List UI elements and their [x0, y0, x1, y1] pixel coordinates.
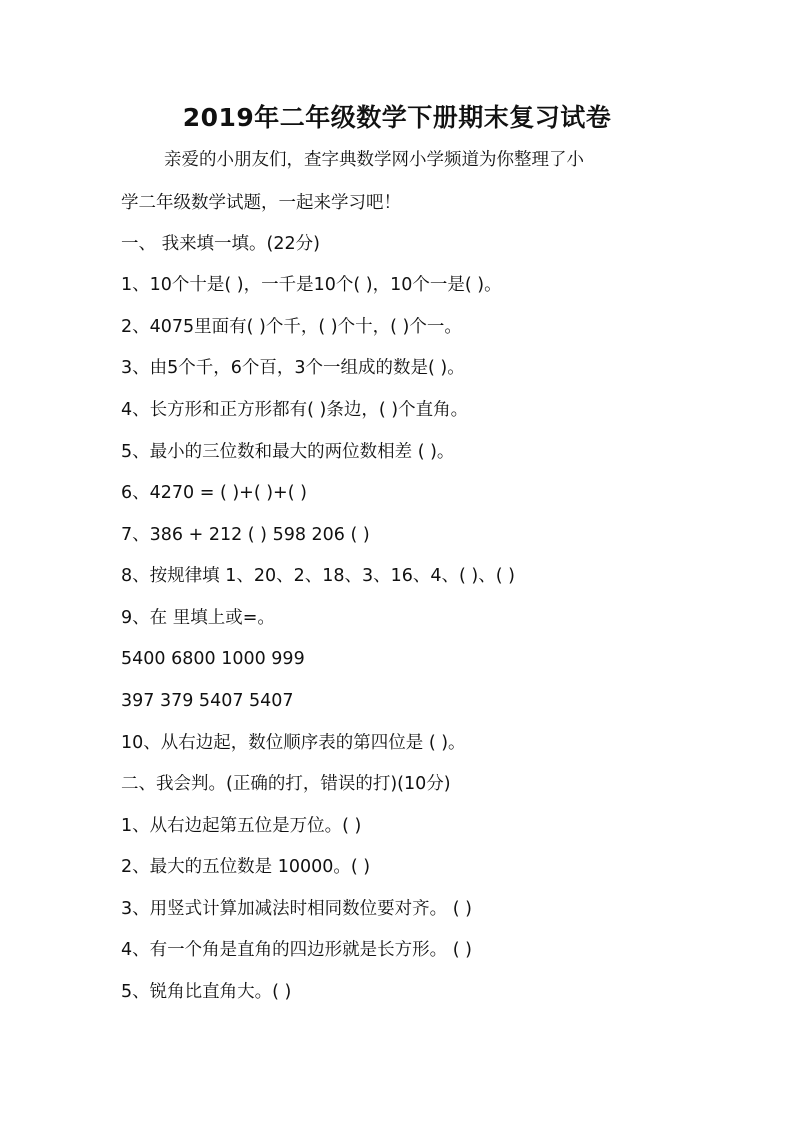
page-title: 2019年二年级数学下册期末复习试卷	[182, 103, 612, 132]
question-line: 8、按规律填 1、20、2、18、3、16、4、( )、( )	[121, 566, 515, 586]
question-line: 1、从右边起第五位是万位。( )	[121, 816, 362, 836]
question-line: 5、锐角比直角大。( )	[121, 982, 292, 1002]
question-line: 4、有一个角是直角的四边形就是长方形。 ( )	[121, 940, 472, 960]
question-line: 3、用竖式计算加减法时相同数位要对齐。 ( )	[121, 899, 472, 919]
intro-line-1: 亲爱的小朋友们，查字典数学网小学频道为你整理了小	[164, 150, 584, 170]
intro-line-2: 学二年级数学试题，一起来学习吧！	[121, 193, 401, 213]
question-line: 9、在 里填上或=。	[121, 608, 275, 628]
question-line: 2、最大的五位数是 10000。( )	[121, 857, 371, 877]
question-line: 5、最小的三位数和最大的两位数相差 ( )。	[121, 442, 455, 462]
question-line: 397 379 5407 5407	[121, 691, 294, 711]
question-line: 3、由5个千，6个百，3个一组成的数是( )。	[121, 358, 465, 378]
question-line: 4、长方形和正方形都有( )条边，( )个直角。	[121, 400, 469, 420]
section-heading-judge: 二、我会判。(正确的打，错误的打)(10分)	[121, 774, 451, 794]
question-line: 10、从右边起，数位顺序表的第四位是 ( )。	[121, 733, 466, 753]
question-line: 5400 6800 1000 999	[121, 649, 305, 669]
section-heading-fill-in: 一、 我来填一填。(22分)	[121, 234, 320, 254]
question-line: 1、10个十是( )，一千是10个( )，10个一是( )。	[121, 275, 502, 295]
question-line: 7、386 + 212 ( ) 598 206 ( )	[121, 525, 370, 545]
question-line: 6、4270 = ( )+( )+( )	[121, 483, 307, 503]
question-line: 2、4075里面有( )个千，( )个十，( )个一。	[121, 317, 462, 337]
